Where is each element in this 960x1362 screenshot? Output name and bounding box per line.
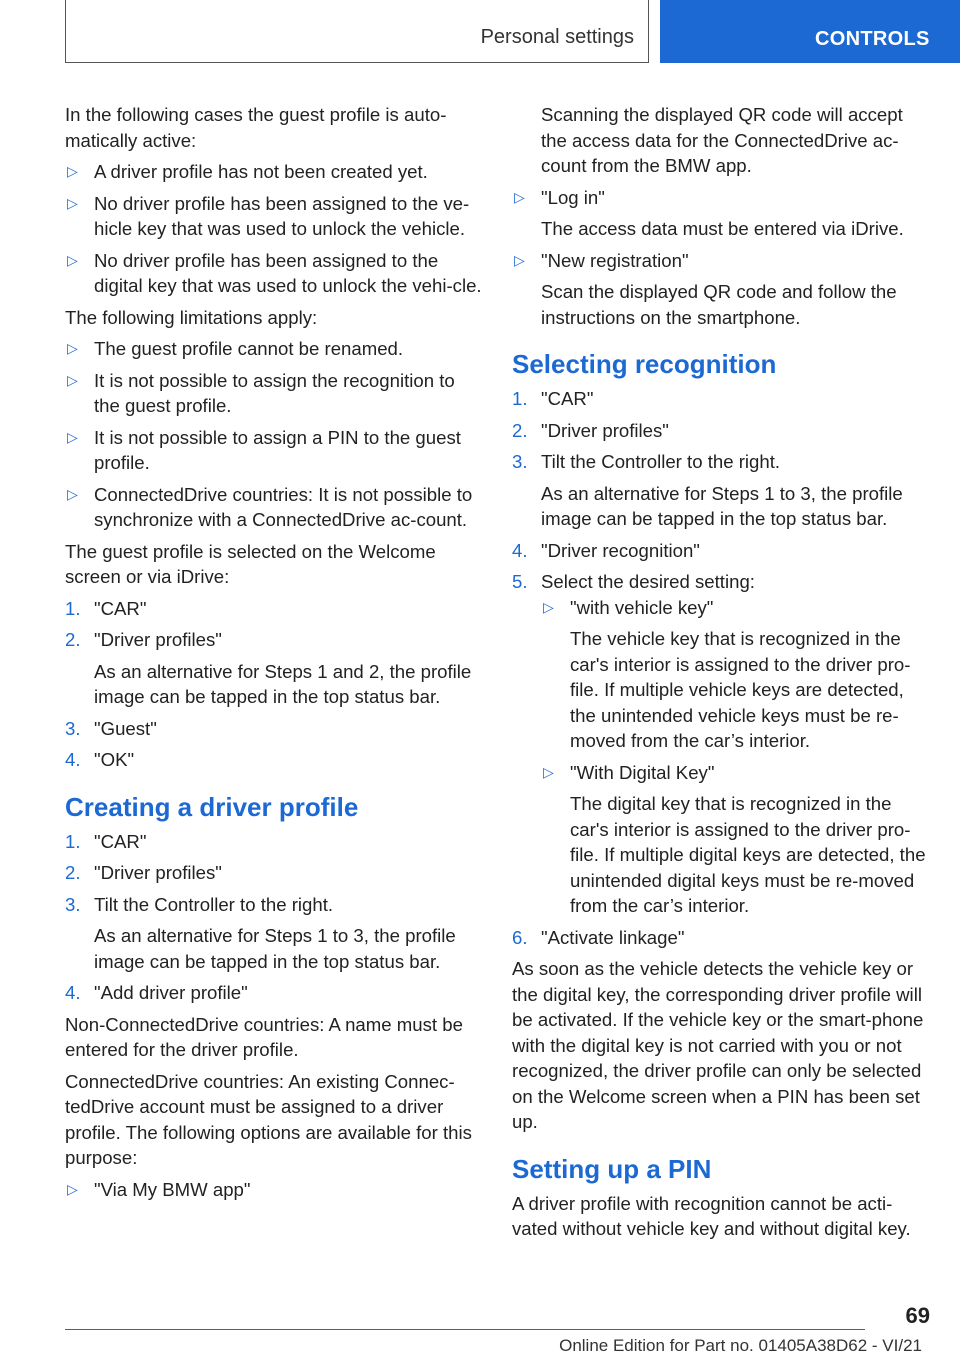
section-heading: Creating a driver profile — [65, 791, 359, 822]
paragraph: The following limitations apply: — [65, 306, 318, 328]
paragraph: Non-ConnectedDrive countries: A name must be entered for the driver profile. — [65, 1013, 463, 1060]
step-text: "Driver profiles" — [94, 862, 222, 883]
paragraph: The guest profile is selected on the Welcome screen or via iDrive: — [65, 540, 436, 587]
step-item — [65, 892, 485, 975]
step-text: "CAR" — [541, 388, 594, 409]
section-title: Personal settings — [480, 26, 634, 48]
page-number: 69 — [905, 1303, 930, 1328]
step-number: 1. — [65, 830, 81, 852]
left-column — [65, 102, 485, 1208]
step-note: As an alternative for Steps 1 to 3, the profile image can be tapped in the top status bar. — [541, 482, 903, 529]
step-note: As an alternative for Steps 1 to 3, the profile image can be tapped in the top status bar. — [94, 925, 456, 972]
list-item: ▷ No driver profile has been assigned to the ve-hicle key that was used to unlock the vehicle. — [65, 191, 485, 242]
list-item: ▷ It is not possible to assign a PIN to the guest profile. — [65, 425, 485, 476]
list-item-continued — [512, 102, 932, 179]
step-text: Tilt the Controller to the right. — [541, 451, 781, 472]
paragraph: A driver profile with recognition cannot be acti-vated without vehicle key and without digital key. — [512, 1192, 911, 1239]
step-item — [65, 596, 485, 622]
step-number: 2. — [512, 419, 528, 441]
step-number: 5. — [512, 571, 528, 592]
step-number: 1. — [512, 388, 528, 409]
step-item — [65, 747, 485, 773]
paragraph: As soon as the vehicle detects the vehicle key or the digital key, the corresponding driver profile will be activated. If the vehicle key or the smart-phone with the digital key is not carried with you or not recognized, the driver profile can only be selected on the Welcome screen when a PIN has been set up. — [512, 958, 924, 1132]
footer-divider — [65, 1329, 865, 1330]
chapter-title: CONTROLS — [815, 28, 930, 50]
option-note: Scanning the displayed QR code will accept the access data for the ConnectedDrive ac-count from the BMW app. — [541, 104, 903, 176]
step-item — [65, 716, 485, 742]
step-item — [512, 569, 932, 919]
setting-option — [541, 760, 932, 919]
list-item — [512, 248, 932, 331]
step-text: "Driver profiles" — [541, 419, 669, 441]
right-column — [512, 102, 932, 1248]
list-item: ▷ "Via My BMW app" — [65, 1177, 485, 1203]
step-number: 6. — [512, 926, 528, 948]
list-item: ▷ It is not possible to assign the recognition to the guest profile. — [65, 368, 485, 419]
step-item — [65, 980, 485, 1006]
step-item — [65, 829, 485, 855]
option-note: Scan the displayed QR code and follow the instructions on the smartphone. — [541, 281, 897, 328]
chapter-tab — [660, 0, 960, 63]
list-item — [512, 185, 932, 242]
setting-label: "With Digital Key" — [570, 761, 715, 783]
header-frame — [65, 0, 649, 63]
paragraph: In the following cases the guest profile is auto-matically active: — [65, 104, 447, 151]
step-text: "Add driver profile" — [94, 982, 248, 1003]
step-item — [512, 925, 932, 951]
step-item — [512, 538, 932, 564]
step-item — [512, 386, 932, 412]
step-number: 3. — [512, 451, 528, 472]
step-number: 3. — [65, 893, 81, 915]
step-number: 3. — [65, 717, 81, 739]
step-text: "CAR" — [94, 597, 147, 619]
step-text: "Activate linkage" — [541, 926, 685, 948]
step-text: "Driver recognition" — [541, 539, 700, 561]
setting-note: The vehicle key that is recognized in the car's interior is assigned to the driver pro-file. If multiple vehicle keys are detected, the unintended vehicle keys must be re-moved from the car’s interior. — [570, 628, 911, 751]
step-number: 2. — [65, 862, 81, 883]
step-item — [65, 627, 485, 710]
step-number: 4. — [65, 749, 81, 770]
list-item: ▷ The guest profile cannot be renamed. — [65, 336, 485, 362]
list-item: ▷ ConnectedDrive countries: It is not possible to synchronize with a ConnectedDrive ac-count. — [65, 482, 485, 533]
section-heading: Selecting recognition — [512, 349, 777, 379]
step-item — [65, 860, 485, 886]
option-label: "Log in" — [541, 186, 605, 208]
option-note: The access data must be entered via iDrive. — [541, 218, 904, 239]
step-text: "Guest" — [94, 717, 157, 739]
section-heading: Setting up a PIN — [512, 1153, 712, 1184]
step-text: Select the desired setting: — [541, 571, 755, 592]
paragraph: ConnectedDrive countries: An existing Connec-tedDrive account must be assigned to a driver profile. The following options are available for this purpose: — [65, 1070, 472, 1168]
step-text: "Driver profiles" — [94, 629, 222, 650]
step-text: "OK" — [94, 749, 135, 770]
setting-note: The digital key that is recognized in the car's interior is assigned to the driver pro-file. If multiple digital keys are detected, the unintended digital keys must be re-moved from the car’s interior. — [570, 793, 926, 916]
step-number: 4. — [512, 539, 528, 561]
list-item: ▷ A driver profile has not been created yet. — [65, 159, 485, 185]
step-text: "CAR" — [94, 830, 147, 852]
step-number: 2. — [65, 629, 81, 650]
list-item: ▷ No driver profile has been assigned to the digital key that was used to unlock the vehi-cle. — [65, 248, 485, 299]
step-number: 4. — [65, 982, 81, 1003]
setting-label: "with vehicle key" — [570, 596, 714, 618]
step-item — [512, 418, 932, 444]
step-note: As an alternative for Steps 1 and 2, the profile image can be tapped in the top status bar. — [94, 660, 472, 707]
setting-option — [541, 595, 932, 754]
step-number: 1. — [65, 597, 81, 619]
step-text: Tilt the Controller to the right. — [94, 893, 334, 915]
option-label: "New registration" — [541, 249, 689, 271]
step-item — [512, 449, 932, 532]
edition-footer: Online Edition for Part no. 01405A38D62 - VI/21 — [559, 1336, 922, 1355]
